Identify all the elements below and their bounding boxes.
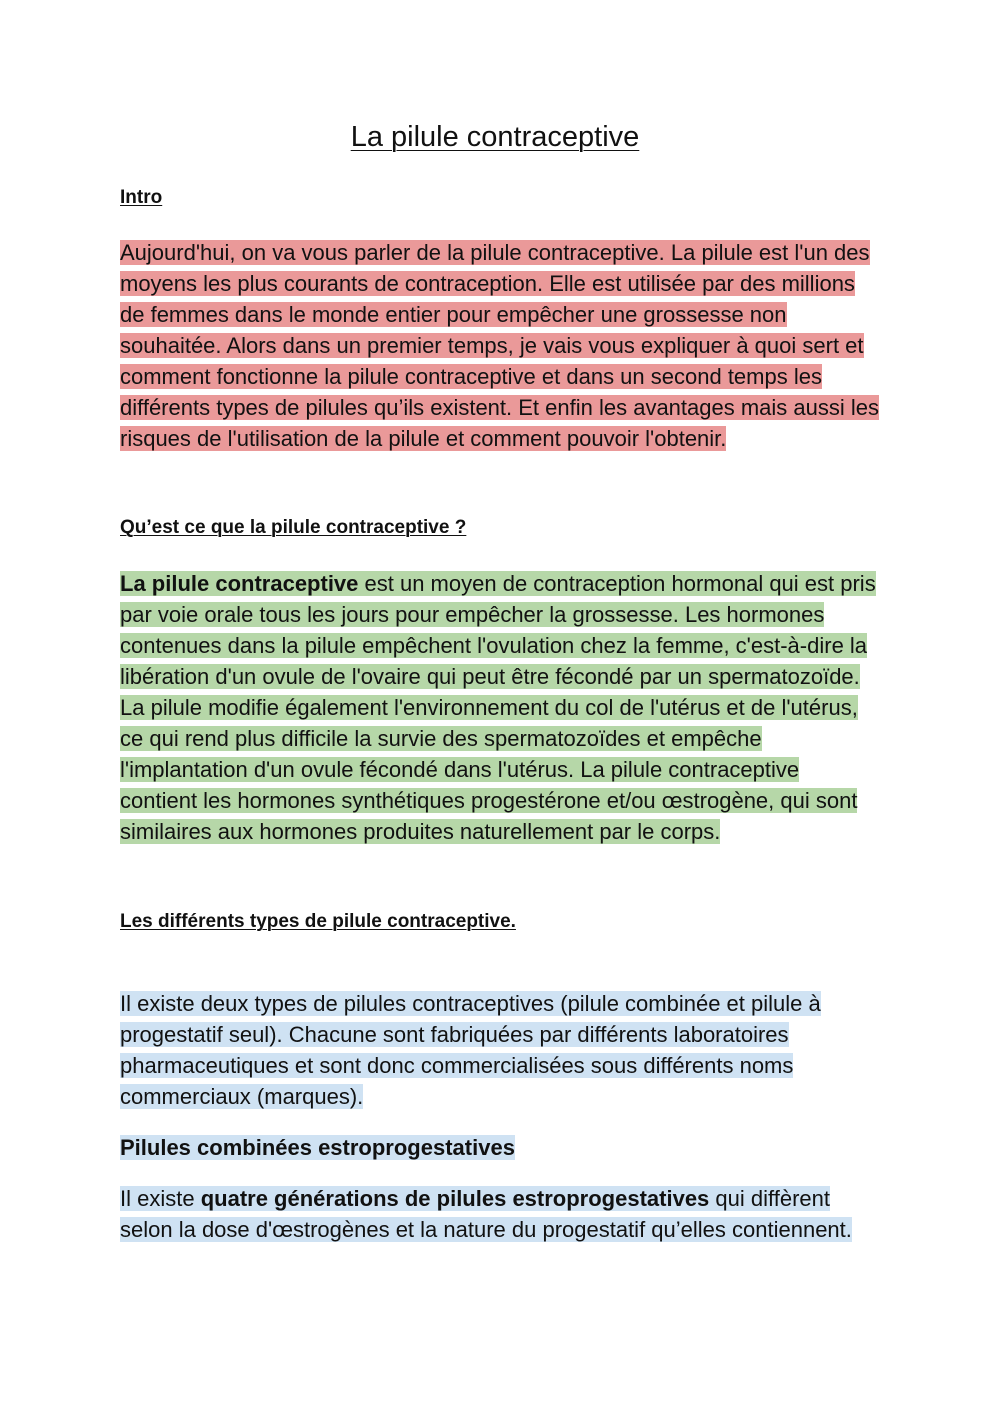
intro-text: Aujourd'hui, on va vous parler de la pilule contraceptive. La pilule est l'un des moyens les plus courants de contraception. Elle est utilisée par des millions de femmes dans le monde entier pour empêcher une grossesse non souhaitée. Alors dans un premier temps, je vais vous expliquer à quoi sert et comment fonctionne la pilule contraceptive et dans un second temps les différents types de pilules qu’ils existent. Et enfin les avantages mais aussi les risques de l'utilisation de la pilule et comment pouvoir l'obtenir. [120, 240, 879, 451]
intro-paragraph [120, 237, 880, 454]
what-heading: Qu’est ce que la pilule contraceptive ? [120, 517, 467, 538]
what-text: est un moyen de contraception hormonal qui est pris par voie orale tous les jours pour empêcher la grossesse. Les hormones contenues dans la pilule empêchent l'ovulation chez la femme, c'est-à-dire la libération d'un ovule de l'ovaire qui peut être fécondé par un spermatozoïde. La pilule modifie également l'environnement du col de l'utérus et de l'utérus, ce qui rend plus difficile la survie des spermatozoïdes et empêche l'implantation d'un ovule fécondé dans l'utérus. La pilule contraceptive contient les hormones synthétiques progestérone et/ou œstrogène, qui sont similaires aux hormones produites naturellement par le corps. [120, 571, 876, 844]
page-title: La pilule contraceptive [350, 121, 640, 153]
generations-post: qui diffèrent selon la dose d'œstrogènes et la nature du progestatif qu’elles contiennent. [120, 1186, 852, 1242]
generations-paragraph [120, 1183, 880, 1245]
intro-heading: Intro [120, 187, 163, 208]
combined-heading-paragraph [120, 1132, 880, 1163]
what-bold: La pilule contraceptive [120, 571, 359, 596]
combined-heading: Pilules combinées estroprogestatives [120, 1135, 515, 1160]
generations-pre: Il existe [120, 1186, 201, 1211]
generations-bold: quatre générations de pilules estroprogestatives [200, 1186, 710, 1211]
what-paragraph [120, 568, 880, 847]
types-heading: Les différents types de pilule contraceptive. [120, 911, 516, 932]
types-paragraph [120, 988, 880, 1112]
types-text: Il existe deux types de pilules contraceptives (pilule combinée et pilule à progestatif seul). Chacune sont fabriquées par différents laboratoires pharmaceutiques et sont donc commercialisées sous différents noms commerciaux (marques). [120, 991, 821, 1109]
